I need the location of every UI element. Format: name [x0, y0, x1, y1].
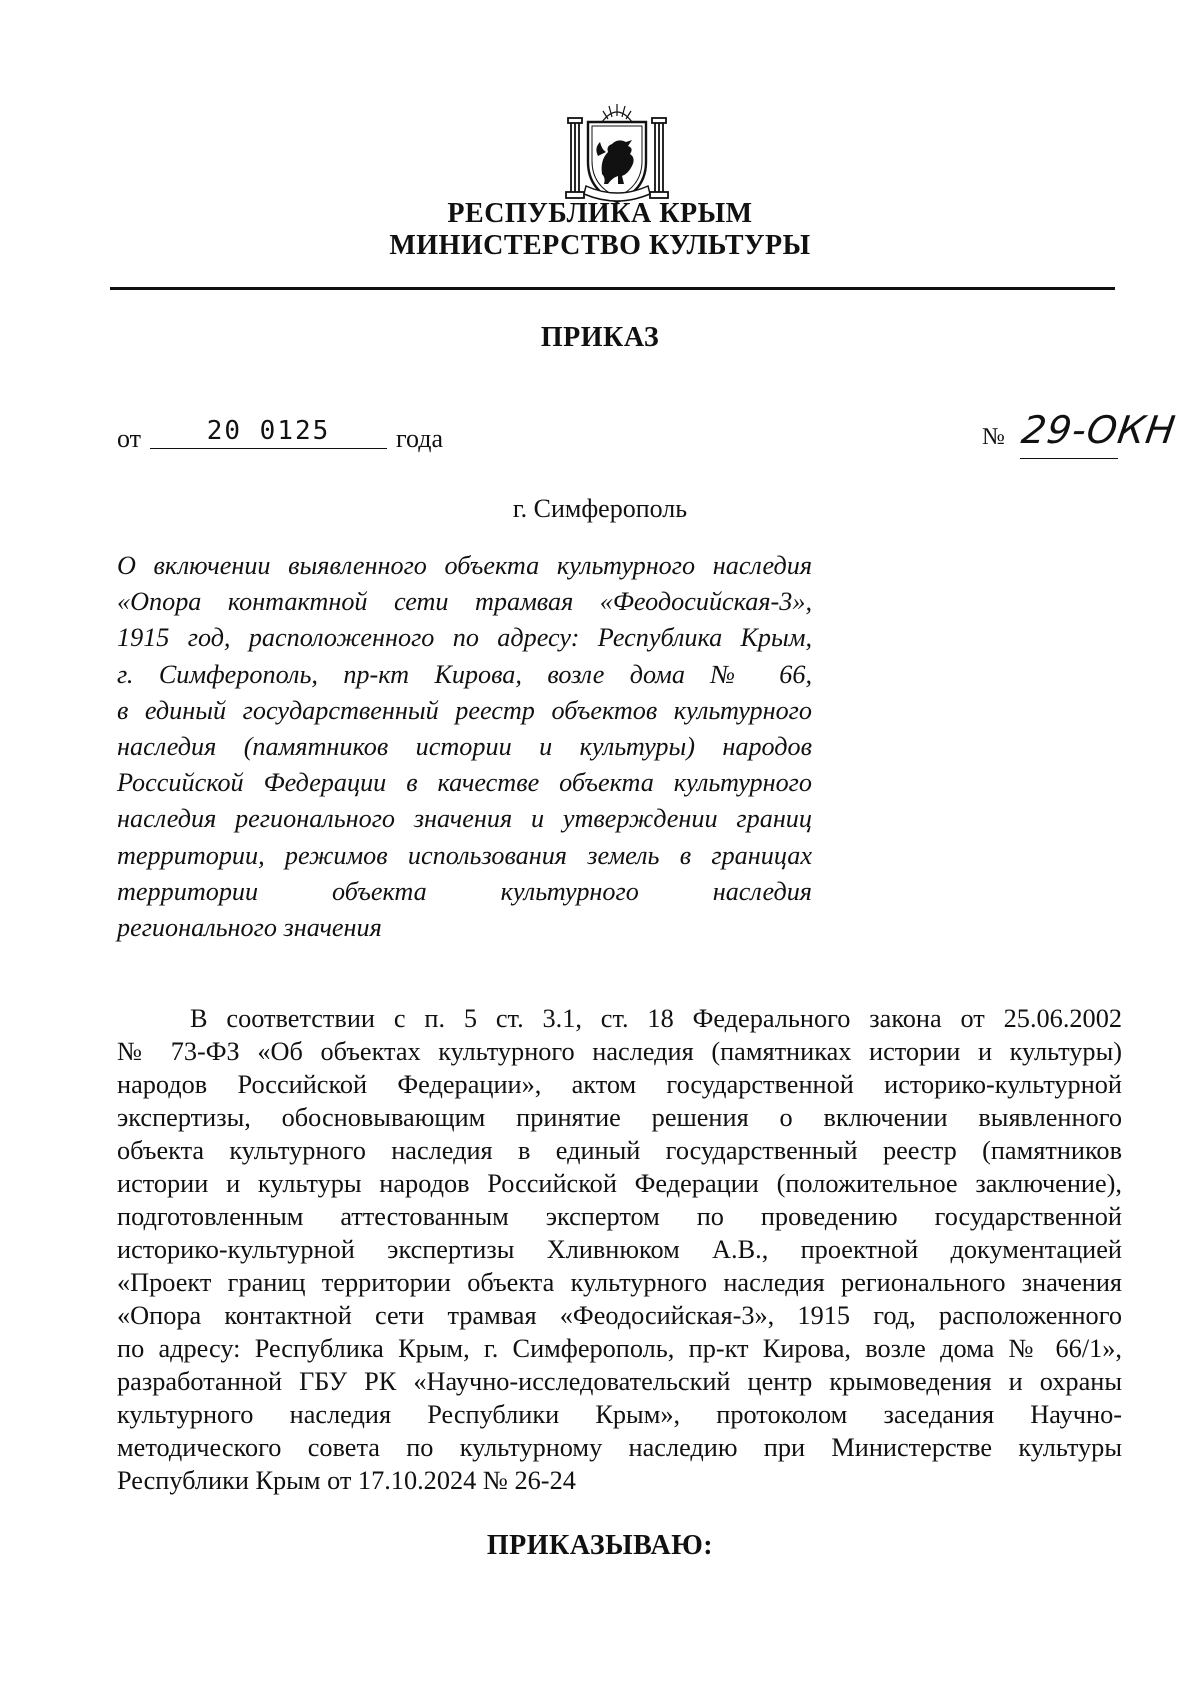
- order-heading: ПРИКАЗЫВАЮ:: [486, 1530, 714, 1561]
- order-subject: [117, 548, 812, 946]
- body-line: «Проект границ территории объекта культурного наследия регионального значения: [117, 1268, 1122, 1297]
- subject-line: регионального значения: [117, 913, 382, 943]
- body-line: разработанной ГБУ РК «Научно-исследовательский центр крымоведения и охраны: [117, 1367, 1122, 1396]
- order-number: 29-ОКН: [1018, 408, 1179, 452]
- body-line: подготовленным аттестованным экспертом по проведению государственной: [117, 1202, 1122, 1231]
- body-line: по адресу: Республика Крым, г. Симферополь, пр-кт Кирова, возле дома № 66/1»,: [117, 1334, 1122, 1363]
- subject-line: наследия регионального значения и утверждении границ: [117, 804, 812, 834]
- body-line: Республики Крым от 17.10.2024 № 26-24: [117, 1466, 576, 1495]
- date-suffix: года: [396, 424, 444, 453]
- header-ministry: МИНИСТЕРСТВО КУЛЬТУРЫ: [389, 230, 811, 261]
- body-line: экспертизы, обосновывающим принятие решения о включении выявленного: [117, 1103, 1122, 1132]
- document-type: ПРИКАЗ: [540, 322, 660, 353]
- body-line: № 73-ФЗ «Об объектах культурного наследия (памятниках истории и культуры): [117, 1037, 1122, 1066]
- header-republic: РЕСПУБЛИКА КРЫМ: [447, 198, 753, 229]
- number-prefix: №: [982, 424, 1005, 450]
- subject-line: О включении выявленного объекта культурного наследия: [117, 551, 812, 580]
- body-line: объекта культурного наследия в единый государственный реестр (памятников: [117, 1136, 1122, 1165]
- subject-line: территории объекта культурного наследия: [117, 876, 812, 906]
- subject-line: в единый государственный реестр объектов культурного: [117, 695, 812, 725]
- subject-line: «Опора контактной сети трамвая «Феодосийская-3»,: [117, 587, 812, 617]
- date-value: 20 0125: [206, 416, 331, 446]
- subject-line: Российской Федерации в качестве объекта культурного: [117, 768, 812, 798]
- preamble-paragraph: [117, 1002, 1122, 1497]
- number-underline: [1020, 458, 1118, 459]
- subject-line: 1915 год, расположенного по адресу: Республика Крым,: [117, 623, 812, 653]
- date-underline: [150, 448, 387, 449]
- coat-of-arms-emblem: [562, 100, 672, 208]
- body-line: истории и культуры народов Российской Федерации (положительное заключение),: [117, 1169, 1122, 1198]
- date-prefix: от: [117, 424, 142, 453]
- body-line: культурного наследия Республики Крым», протоколом заседания Научно-: [117, 1400, 1122, 1429]
- subject-line: г. Симферополь, пр-кт Кирова, возле дома № 66,: [117, 659, 812, 689]
- body-line: В соответствии с п. 5 ст. 3.1, ст. 18 Федерального закона от 25.06.2002: [190, 1004, 1122, 1033]
- subject-line: территории, режимов использования земель в границах: [117, 840, 812, 870]
- body-line: народов Российской Федерации», актом государственной историко-культурной: [117, 1070, 1122, 1099]
- subject-line: наследия (памятников истории и культуры) народов: [117, 732, 812, 762]
- body-line: историко-культурной экспертизы Хливнюком А.В., проектной документацией: [117, 1235, 1122, 1264]
- body-line: методического совета по культурному наследию при Министерстве культуры: [117, 1433, 1122, 1462]
- body-line: «Опора контактной сети трамвая «Феодосийская-3», 1915 год, расположенного: [117, 1301, 1122, 1330]
- city: г. Симферополь: [512, 494, 688, 523]
- header-divider: [110, 287, 1115, 290]
